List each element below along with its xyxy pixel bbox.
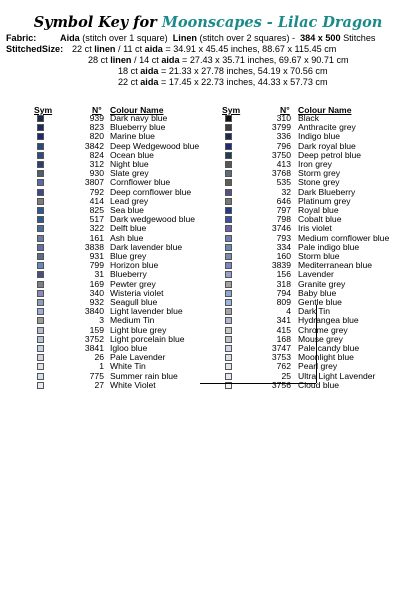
symbol-swatch-icon	[37, 143, 44, 150]
symbol-swatch-icon	[37, 382, 44, 389]
size-fab2: aida	[144, 44, 163, 54]
size-fab2: aida	[161, 55, 180, 65]
thread-number: 809	[276, 297, 291, 307]
symbol-swatch-icon	[225, 290, 232, 297]
symbol-swatch-icon	[37, 216, 44, 223]
symbol-swatch-icon	[225, 262, 232, 269]
thread-number: 932	[89, 297, 104, 307]
colour-name: Wisteria violet	[110, 287, 164, 298]
symbol-swatch-icon	[225, 225, 232, 232]
symbol-swatch-icon	[37, 244, 44, 251]
symbol-swatch-icon	[225, 317, 232, 324]
thread-number: 825	[89, 205, 104, 215]
symbol-swatch-icon	[37, 253, 44, 260]
symbol-swatch-icon	[225, 327, 232, 334]
thread-number: 31	[94, 269, 104, 280]
colour-name: Granite grey	[298, 278, 346, 289]
thread-number: 4	[286, 306, 291, 317]
thread-number: 3768	[271, 168, 291, 179]
symbol-swatch-icon	[225, 216, 232, 223]
colour-name: Ultra Light Lavender	[298, 370, 376, 381]
colour-name: Mediterranean blue	[298, 260, 373, 271]
symbol-swatch-icon	[37, 262, 44, 269]
thread-number: 336	[276, 131, 291, 142]
colour-name: Summer rain blue	[110, 370, 178, 381]
symbol-swatch-icon	[37, 327, 44, 334]
thread-number: 169	[89, 278, 104, 289]
colour-name: Light porcelain blue	[110, 333, 185, 344]
stitch-count: 384 x 500	[300, 33, 341, 43]
symbol-swatch-icon	[225, 152, 232, 159]
symbol-swatch-icon	[37, 161, 44, 168]
thread-number: 646	[276, 195, 291, 206]
thread-number: 341	[276, 315, 291, 326]
symbol-swatch-icon	[37, 354, 44, 361]
symbol-swatch-icon	[37, 170, 44, 177]
thread-number: 3807	[84, 177, 104, 188]
header-sym-left: Sym	[34, 105, 53, 115]
stitched-size-row	[88, 55, 349, 66]
symbol-swatch-icon	[37, 124, 44, 131]
thread-number: 322	[89, 223, 104, 234]
thread-number: 931	[89, 251, 104, 261]
fabric-aida: Aida	[60, 33, 80, 43]
colour-name: Ocean blue	[110, 149, 154, 160]
thread-number: 939	[89, 113, 104, 123]
colour-name: Medium Tin	[110, 315, 155, 326]
symbol-swatch-icon	[225, 271, 232, 278]
thread-number: 3838	[84, 241, 104, 252]
symbol-swatch-icon	[225, 235, 232, 242]
colour-name: White Tin	[110, 361, 146, 372]
thread-number: 27	[94, 379, 104, 390]
colour-name: Platinum grey	[298, 195, 351, 206]
thread-number: 930	[89, 168, 104, 179]
colour-name: Light lavender blue	[110, 306, 183, 317]
colour-name: Pale candy blue	[298, 343, 360, 353]
thread-number: 823	[89, 122, 104, 133]
colour-name: Horizon blue	[110, 260, 159, 271]
thread-number: 3747	[271, 343, 291, 353]
thread-number: 535	[276, 177, 291, 188]
fabric-linen: Linen	[172, 33, 197, 43]
size-dims: = 27.43 x 35.71 inches, 69.67 x 90.71 cm	[179, 55, 349, 65]
symbol-swatch-icon	[37, 317, 44, 324]
colour-name: Storm grey	[298, 168, 341, 179]
symbol-swatch-icon	[225, 253, 232, 260]
header-num-right: N°	[280, 105, 290, 115]
fabric-aida-note: (stitch over 1 square)	[82, 33, 168, 43]
symbol-swatch-icon	[225, 161, 232, 168]
thread-number: 798	[276, 214, 291, 225]
colour-name: Pale indigo blue	[298, 241, 360, 252]
colour-name: Igloo blue	[110, 343, 148, 353]
thread-number: 517	[89, 214, 104, 225]
colour-name: Dark Tin	[298, 306, 330, 317]
symbol-swatch-icon	[37, 336, 44, 343]
size-ct: 28 ct	[88, 55, 111, 65]
colour-name: Deep petrol blue	[298, 149, 362, 160]
colour-name: Hydrangea blue	[298, 315, 359, 326]
size-fab: aida	[140, 66, 159, 76]
colour-name: Dark Blueberry	[298, 186, 356, 197]
size-fab: aida	[140, 77, 159, 87]
colour-name: Sea blue	[110, 205, 144, 215]
symbol-swatch-icon	[225, 115, 232, 122]
size-dims: = 21.33 x 27.78 inches, 54.19 x 70.56 cm	[158, 66, 328, 76]
thread-number: 26	[94, 352, 104, 363]
colour-name: Chrome grey	[298, 324, 348, 335]
thread-number: 159	[89, 324, 104, 335]
colour-name: Moonlight blue	[298, 352, 354, 363]
thread-number: 3756	[271, 379, 291, 390]
size-ct: 18 ct	[118, 66, 141, 76]
table-border-bottom	[200, 383, 316, 384]
thread-number: 32	[281, 186, 291, 197]
thread-number: 156	[276, 269, 291, 280]
symbol-swatch-icon	[37, 271, 44, 278]
colour-name: Gentle blue	[298, 297, 342, 307]
thread-number: 3	[99, 315, 104, 326]
symbol-swatch-icon	[37, 179, 44, 186]
symbol-swatch-icon	[225, 354, 232, 361]
size-dims: = 34.91 x 45.45 inches, 88.67 x 115.45 cm	[162, 44, 337, 54]
colour-name: Pearl grey	[298, 361, 338, 372]
stitched-size-label: StitchedSize:	[6, 44, 64, 54]
colour-name: Blue grey	[110, 251, 147, 261]
symbol-swatch-icon	[37, 152, 44, 159]
thread-number: 3840	[84, 306, 104, 317]
stitch-count-word: Stitches	[343, 33, 376, 43]
thread-number: 792	[89, 186, 104, 197]
colour-name: Cornflower blue	[110, 177, 171, 188]
thread-number: 161	[89, 232, 104, 243]
thread-number: 312	[89, 159, 104, 169]
thread-number: 3753	[271, 352, 291, 363]
thread-number: 797	[276, 205, 291, 215]
symbol-swatch-icon	[37, 308, 44, 315]
symbol-swatch-icon	[37, 207, 44, 214]
colour-name: Anthracite grey	[298, 122, 356, 133]
thread-number: 799	[89, 260, 104, 271]
fabric-details	[60, 33, 375, 44]
colour-name: Blueberry blue	[110, 122, 166, 133]
symbol-swatch-icon	[225, 198, 232, 205]
thread-number: 160	[276, 251, 291, 261]
colour-name: Night blue	[110, 159, 149, 169]
colour-name: Cloud blue	[298, 379, 340, 390]
header-num-left: N°	[92, 105, 102, 115]
colour-name: Dark wedgewood blue	[110, 214, 196, 225]
thread-number: 3839	[271, 260, 291, 271]
symbol-swatch-icon	[225, 299, 232, 306]
thread-number: 415	[276, 324, 291, 335]
size-fab: linen	[94, 44, 116, 54]
thread-number: 310	[276, 113, 291, 123]
title-prefix: Symbol Key for	[33, 14, 157, 31]
colour-name: Pewter grey	[110, 278, 156, 289]
colour-name: Blueberry	[110, 269, 147, 280]
stitched-size-row	[118, 77, 328, 88]
colour-name: Dark navy blue	[110, 113, 168, 123]
symbol-swatch-icon	[225, 189, 232, 196]
thread-number: 820	[89, 131, 104, 142]
colour-name: Storm blue	[298, 251, 340, 261]
thread-number: 1	[99, 361, 104, 372]
colour-name: Indigo blue	[298, 131, 341, 142]
symbol-swatch-icon	[37, 225, 44, 232]
symbol-swatch-icon	[225, 363, 232, 370]
size-dims: = 17.45 x 22.73 inches, 44.33 x 57.73 cm	[158, 77, 328, 87]
symbol-swatch-icon	[37, 133, 44, 140]
colour-name: Ash blue	[110, 232, 144, 243]
symbol-swatch-icon	[37, 115, 44, 122]
symbol-swatch-icon	[37, 299, 44, 306]
pattern-name: Moonscapes - Lilac Dragon	[161, 14, 383, 31]
symbol-swatch-icon	[225, 143, 232, 150]
header-name-right: Colour Name	[298, 105, 352, 115]
thread-number: 414	[89, 195, 104, 206]
colour-name: Royal blue	[298, 205, 339, 215]
colour-name: Marine blue	[110, 131, 155, 142]
colour-name: Delft blue	[110, 223, 147, 234]
thread-number: 762	[276, 361, 291, 372]
symbol-swatch-icon	[37, 281, 44, 288]
colour-name: Pale Lavender	[110, 352, 166, 363]
thread-number: 413	[276, 159, 291, 169]
colour-name: Baby blue	[298, 287, 337, 298]
symbol-swatch-icon	[225, 281, 232, 288]
thread-number: 793	[276, 232, 291, 243]
colour-name: Medium cornflower blue	[298, 232, 390, 243]
colour-name: Lavender	[298, 269, 334, 280]
fabric-label: Fabric:	[6, 33, 37, 43]
thread-number: 775	[89, 370, 104, 381]
colour-name: Lead grey	[110, 195, 149, 206]
thread-number: 318	[276, 278, 291, 289]
thread-number: 3752	[84, 333, 104, 344]
size-fab: linen	[110, 55, 132, 65]
thread-number: 334	[276, 241, 291, 252]
thread-number: 794	[276, 287, 291, 298]
colour-name: Iris violet	[298, 223, 332, 234]
symbol-swatch-icon	[37, 290, 44, 297]
thread-number: 168	[276, 333, 291, 344]
colour-name: Iron grey	[298, 159, 332, 169]
thread-number: 3750	[271, 149, 291, 160]
symbol-swatch-icon	[37, 235, 44, 242]
symbol-swatch-icon	[225, 345, 232, 352]
symbol-swatch-icon	[225, 133, 232, 140]
fabric-linen-note: (stitch over 2 squares) -	[199, 33, 296, 43]
colour-name: Slate grey	[110, 168, 149, 179]
table-border-right	[316, 305, 317, 383]
symbol-swatch-icon	[225, 179, 232, 186]
page-title	[0, 14, 416, 31]
symbol-swatch-icon	[225, 244, 232, 251]
colour-name: Dark lavender blue	[110, 241, 183, 252]
symbol-swatch-icon	[225, 207, 232, 214]
colour-name: Mouse grey	[298, 333, 343, 344]
symbol-swatch-icon	[225, 170, 232, 177]
thread-number: 3799	[271, 122, 291, 133]
colour-name: Cobalt blue	[298, 214, 342, 225]
colour-name: Deep cornflower blue	[110, 186, 192, 197]
symbol-swatch-icon	[225, 124, 232, 131]
size-ct: 22 ct	[72, 44, 95, 54]
thread-number: 824	[89, 149, 104, 160]
thread-number: 340	[89, 287, 104, 298]
symbol-swatch-icon	[37, 189, 44, 196]
symbol-swatch-icon	[37, 363, 44, 370]
thread-number: 3746	[271, 223, 291, 234]
symbol-swatch-icon	[225, 336, 232, 343]
colour-name: Deep Wedgewood blue	[110, 140, 200, 151]
size-ct: 22 ct	[118, 77, 141, 87]
stitched-size-row	[72, 44, 336, 55]
thread-number: 3842	[84, 140, 104, 151]
header-name-left: Colour Name	[110, 105, 164, 115]
colour-name: Black	[298, 113, 320, 123]
thread-number: 796	[276, 140, 291, 151]
header-sym-right: Sym	[222, 105, 241, 115]
symbol-swatch-icon	[225, 308, 232, 315]
colour-name: White Violet	[110, 379, 156, 390]
size-sep: / 14 ct	[131, 55, 162, 65]
colour-name: Stone grey	[298, 177, 340, 188]
colour-name: Light blue grey	[110, 324, 167, 335]
symbol-swatch-icon	[37, 345, 44, 352]
thread-number: 25	[281, 370, 291, 381]
thread-number: 3841	[84, 343, 104, 353]
symbol-swatch-icon	[37, 198, 44, 205]
stitched-size-row	[118, 66, 328, 77]
colour-name: Seagull blue	[110, 297, 158, 307]
symbol-swatch-icon	[37, 373, 44, 380]
colour-name: Dark royal blue	[298, 140, 356, 151]
size-sep: / 11 ct	[115, 44, 145, 54]
symbol-swatch-icon	[225, 373, 232, 380]
